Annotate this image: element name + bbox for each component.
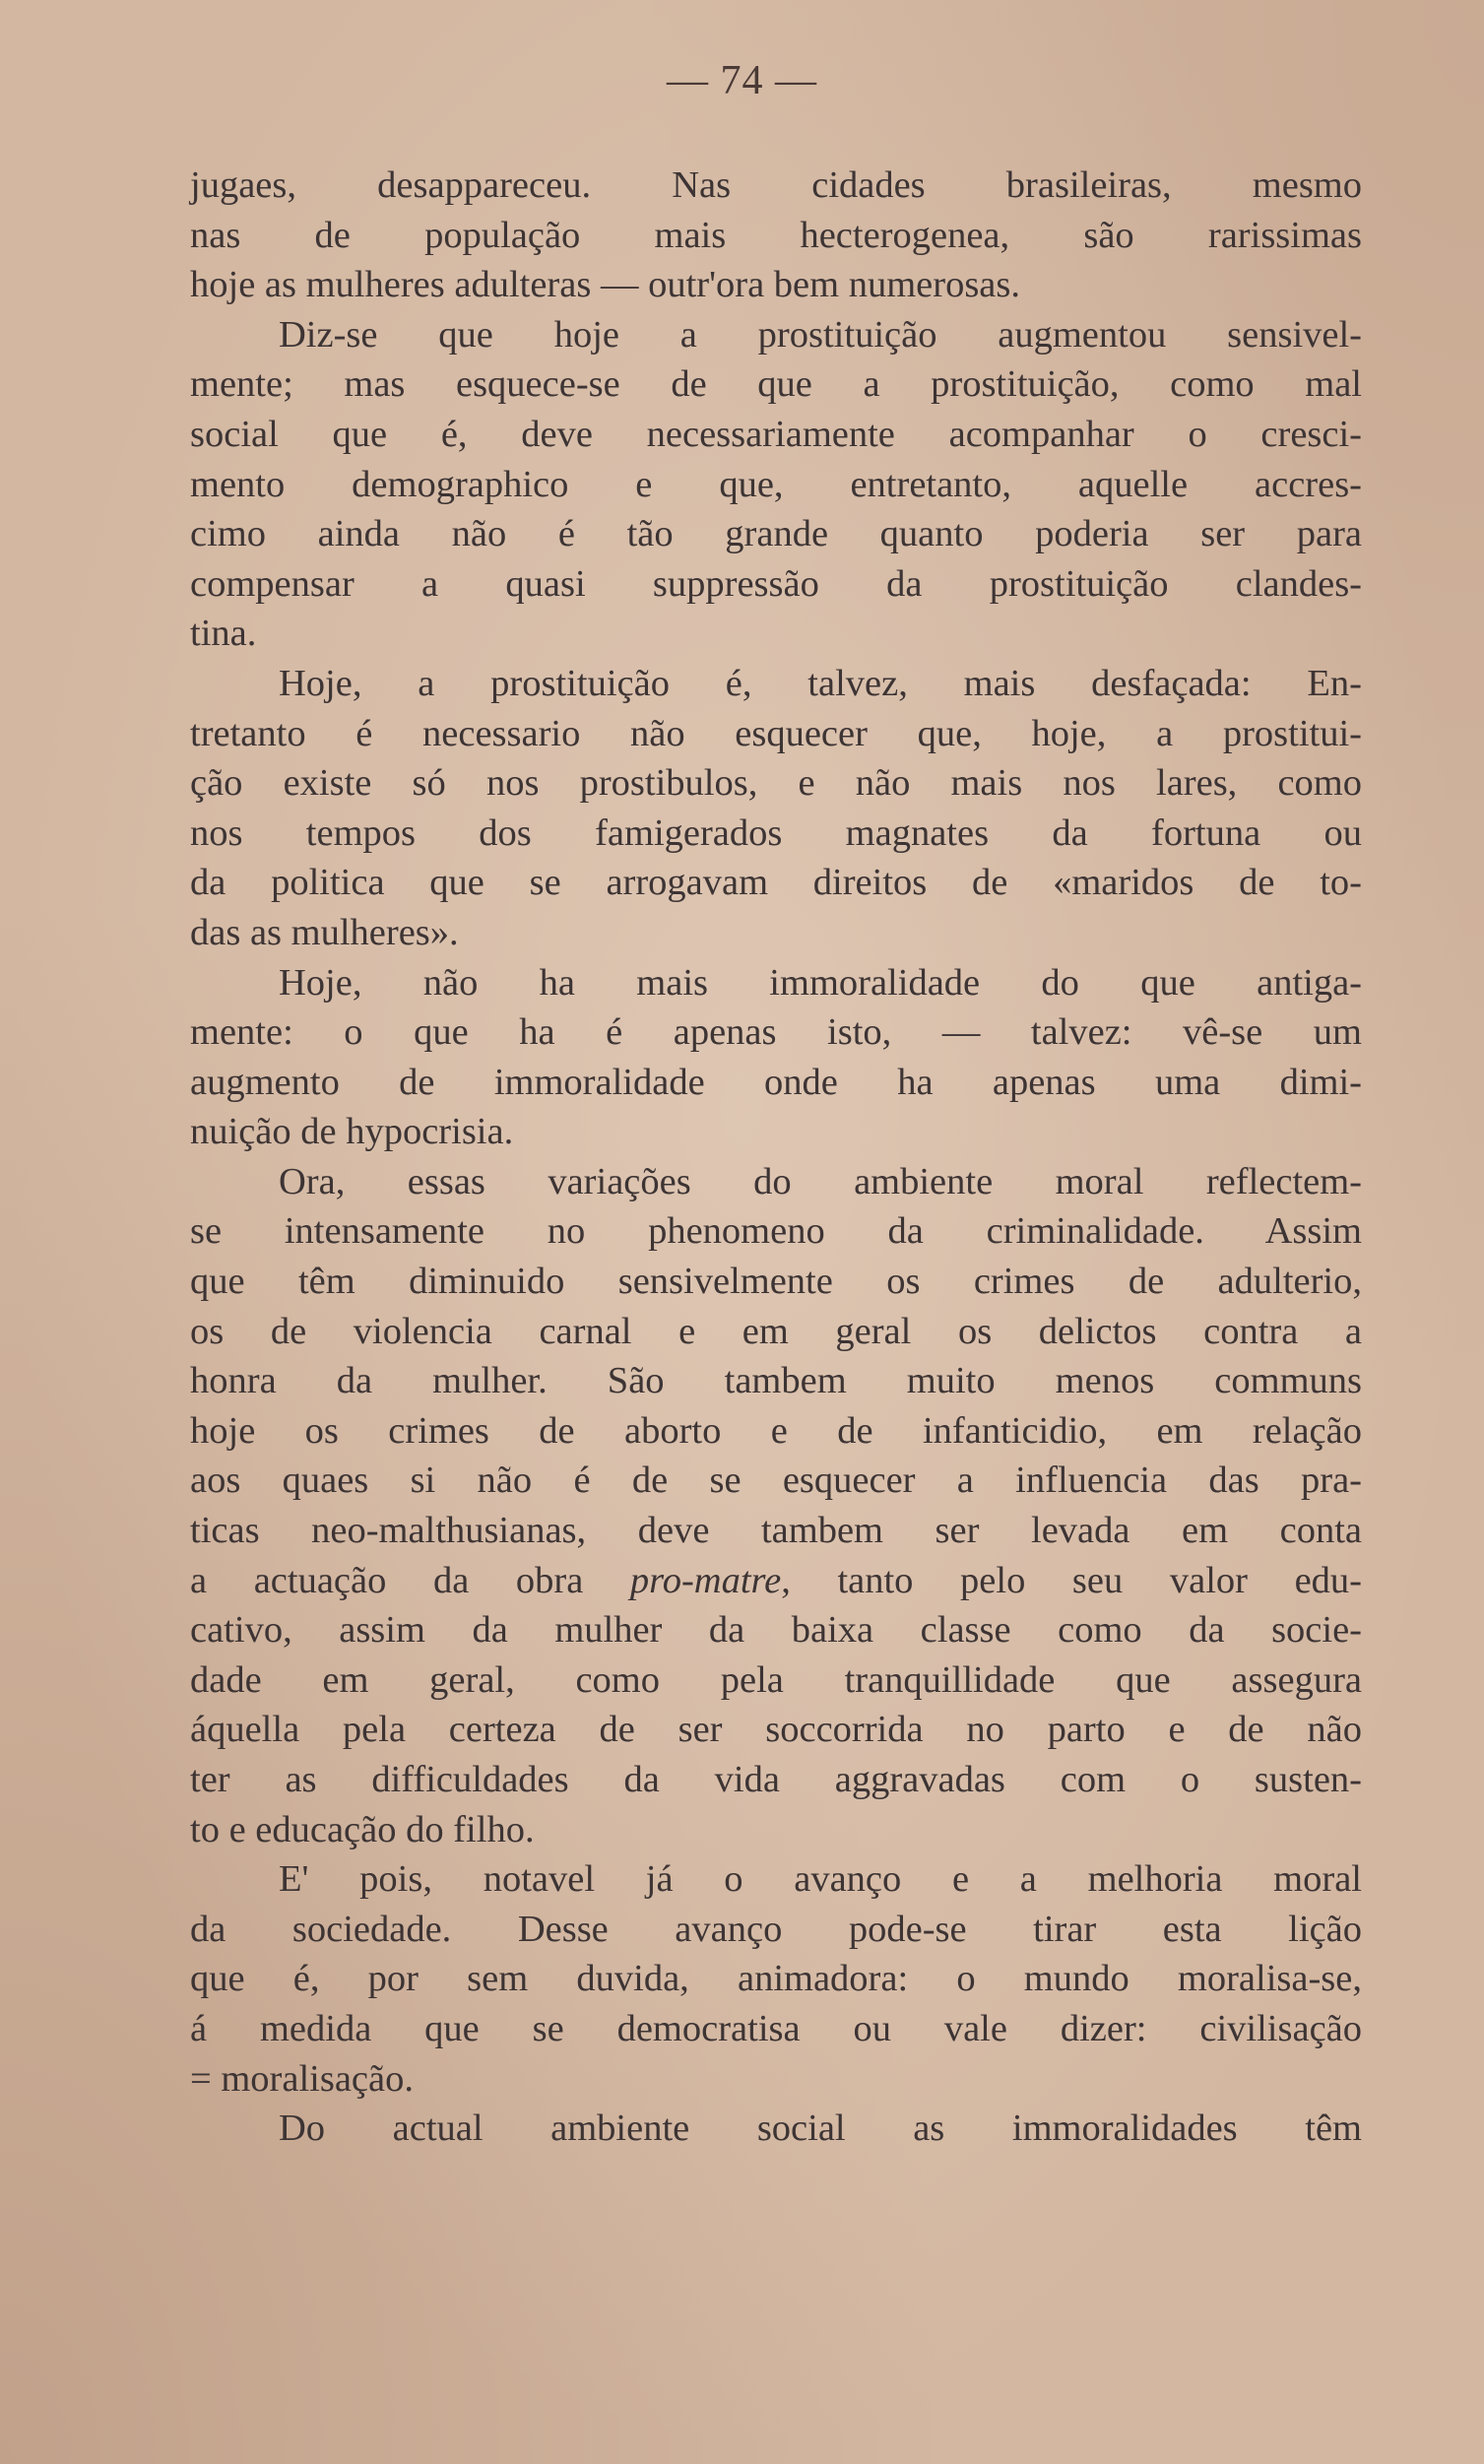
text-line: E' pois, notavel já o avanço e a melhoria moral: [279, 1858, 1362, 1901]
text-line: nos tempos dos famigerados magnates da fortuna ou: [190, 811, 1362, 854]
text-line: hoje as mulheres adulteras — outr'ora bem numerosas.: [190, 264, 1020, 306]
text-line: tretanto é necessario não esquecer que, hoje, a prostitui-: [190, 712, 1362, 754]
text-line: tina.: [190, 613, 257, 655]
text-line: das as mulheres».: [190, 911, 459, 953]
text-line: hoje os crimes de aborto e de infanticidio, em relação: [190, 1409, 1362, 1452]
page-number: — 74 —: [667, 58, 817, 103]
text-line: que é, por sem duvida, animadora: o mundo moralisa-se,: [190, 1958, 1362, 2000]
text-line: á medida que se democratisa ou vale dizer: civilisação: [190, 2007, 1362, 2049]
text-line: a actuação da obra pro-matre, tanto pelo seu valor edu-: [190, 1559, 1362, 1601]
text-line: mento demographico e que, entretanto, aquelle accres-: [190, 463, 1362, 505]
text-line: cativo, assim da mulher da baixa classe como da socie-: [190, 1609, 1362, 1652]
text-line: compensar a quasi suppressão da prostituição clandes-: [190, 562, 1362, 605]
text-line: ticas neo-malthusianas, deve tambem ser levada em conta: [190, 1510, 1362, 1552]
body-text: [190, 161, 1362, 2154]
text-line: mente: o que ha é apenas isto, — talvez: vê-se um: [190, 1011, 1362, 1054]
text-line: jugaes, desappareceu. Nas cidades brasileiras, mesmo: [190, 164, 1362, 206]
text-line: que têm diminuido sensivelmente os crimes de adulterio,: [190, 1261, 1362, 1303]
text-line: cimo ainda não é tão grande quanto poderia ser para: [190, 513, 1362, 555]
text-line: Hoje, não ha mais immoralidade do que antiga-: [279, 961, 1362, 1004]
text-line: da politica que se arrogavam direitos de «maridos de to-: [190, 862, 1362, 904]
text-line: mente; mas esquece-se de que a prostituição, como mal: [190, 363, 1362, 406]
text-line: = moralisação.: [190, 2057, 414, 2100]
text-line: Diz-se que hoje a prostituição augmentou sensivel-: [279, 313, 1362, 356]
text-line: augmento de immoralidade onde ha apenas uma dimi-: [190, 1061, 1362, 1103]
text-line: honra da mulher. São tambem muito menos communs: [190, 1360, 1362, 1402]
text-line: social que é, deve necessariamente acompanhar o cresci-: [190, 413, 1362, 455]
text-line: ção existe só nos prostibulos, e não mais nos lares, como: [190, 762, 1362, 805]
text-line: aos quaes si não é de se esquecer a influencia das pra-: [190, 1459, 1362, 1502]
text-line: to e educação do filho.: [190, 1808, 535, 1850]
text-line: dade em geral, como pela tranquillidade que assegura: [190, 1658, 1362, 1701]
italic-term: pro-matre: [629, 1559, 782, 1601]
text-line: ter as difficuldades da vida aggravadas com o susten-: [190, 1759, 1362, 1800]
text-line: os de violencia carnal e em geral os delictos contra a: [190, 1310, 1362, 1352]
text-line: nas de população mais hecterogenea, são rarissimas: [190, 214, 1362, 256]
text-line: se intensamente no phenomeno da criminalidade. Assim: [190, 1210, 1362, 1253]
text-line: Hoje, a prostituição é, talvez, mais desfaçada: En-: [279, 662, 1362, 704]
text-line: da sociedade. Desse avanço pode-se tirar esta lição: [190, 1908, 1362, 1950]
text-line: Do actual ambiente social as immoralidades têm: [279, 2107, 1362, 2150]
text-line: áquella pela certeza de ser soccorrida no parto e de não: [190, 1709, 1362, 1751]
text-line: nuição de hypocrisia.: [190, 1111, 514, 1153]
text-line: Ora, essas variações do ambiente moral reflectem-: [279, 1160, 1362, 1202]
